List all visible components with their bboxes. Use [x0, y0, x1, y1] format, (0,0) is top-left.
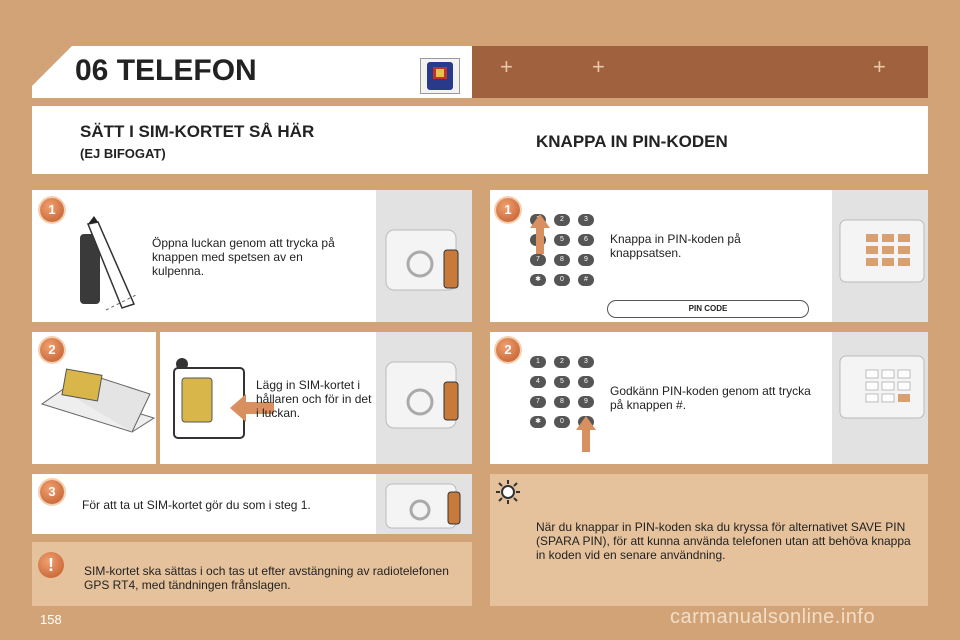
keypad-key: 7: [530, 254, 546, 266]
step-number: 2: [496, 338, 520, 362]
step-text: Knappa in PIN-koden på knappsatsen.: [610, 232, 741, 260]
exclamation-icon: !: [38, 552, 64, 578]
header-band: [472, 46, 928, 98]
step-number: 1: [496, 198, 520, 222]
keypad-key: ✱: [530, 274, 546, 286]
step-text: Godkänn PIN-koden genom att trycka på knappen #.: [610, 384, 811, 412]
keypad-key: 0: [554, 274, 570, 286]
keypad-key: 9: [578, 254, 594, 266]
phone-panel-illustration: [832, 190, 928, 322]
warning-text: SIM-kortet ska sättas i och tas ut efter avstängning av radiotelefonen GPS RT4, med tändningen frånslagen.: [84, 564, 449, 592]
keypad-key: 3: [578, 356, 594, 368]
radio-panel-illustration: [376, 332, 472, 464]
keypad-key: 9: [578, 396, 594, 408]
up-arrow-icon: [576, 416, 596, 452]
keypad-key: 2: [554, 214, 570, 226]
phone-sim-icon: [420, 58, 460, 94]
radio-panel-illustration: [376, 190, 472, 322]
keypad-illustration: [528, 212, 600, 292]
step-number: 3: [40, 480, 64, 504]
keypad-key: 6: [578, 376, 594, 388]
right-section-title: KNAPPA IN PIN-KODEN: [536, 132, 728, 151]
keypad-key: 8: [554, 254, 570, 266]
keypad-key: 5: [554, 376, 570, 388]
phone-panel-illustration: [832, 332, 928, 464]
keypad-key: 0: [554, 416, 570, 428]
plus-decoration: +: [592, 54, 605, 79]
step-text: För att ta ut SIM-kortet gör du som i steg 1.: [82, 498, 311, 512]
chapter-title: 06 TELEFON: [75, 54, 257, 87]
pen-button-illustration: [74, 214, 154, 319]
left-section-subtitle: (EJ BIFOGAT): [80, 146, 166, 161]
keypad-key: 8: [554, 396, 570, 408]
plus-decoration: +: [500, 54, 513, 79]
left-section-title: SÄTT I SIM-KORTET SÅ HÄR: [80, 122, 315, 141]
step-number: 2: [40, 338, 64, 362]
lightbulb-icon: [496, 480, 520, 504]
watermark: carmanualsonline.info: [670, 606, 876, 628]
keypad-illustration: [528, 354, 600, 454]
keypad-key: ✱: [530, 416, 546, 428]
plus-decoration: +: [873, 54, 886, 79]
keypad-key: 5: [554, 234, 570, 246]
step-text: Lägg in SIM-kortet i hållaren och för in det i luckan.: [256, 378, 372, 420]
keypad-key: 3: [578, 214, 594, 226]
tip-text: När du knappar in PIN-koden ska du kryssa för alternativet SAVE PIN (SPARA PIN), för att kunna använda telefonen utan att behöva knappa in koden vid en senare användning.: [536, 520, 911, 562]
pin-code-pill: PIN CODE: [607, 300, 809, 318]
radio-panel-illustration: [376, 474, 472, 534]
step-number: 1: [40, 198, 64, 222]
keypad-key: #: [578, 274, 594, 286]
keypad-key: 6: [578, 234, 594, 246]
keypad-key: 4: [530, 376, 546, 388]
step-text: Öppna luckan genom att trycka på knappen med spetsen av en kulpenna.: [152, 236, 335, 278]
keypad-key: 1: [530, 356, 546, 368]
page-number: 158: [40, 612, 62, 627]
up-arrow-icon: [530, 214, 550, 254]
keypad-key: 2: [554, 356, 570, 368]
keypad-key: 7: [530, 396, 546, 408]
